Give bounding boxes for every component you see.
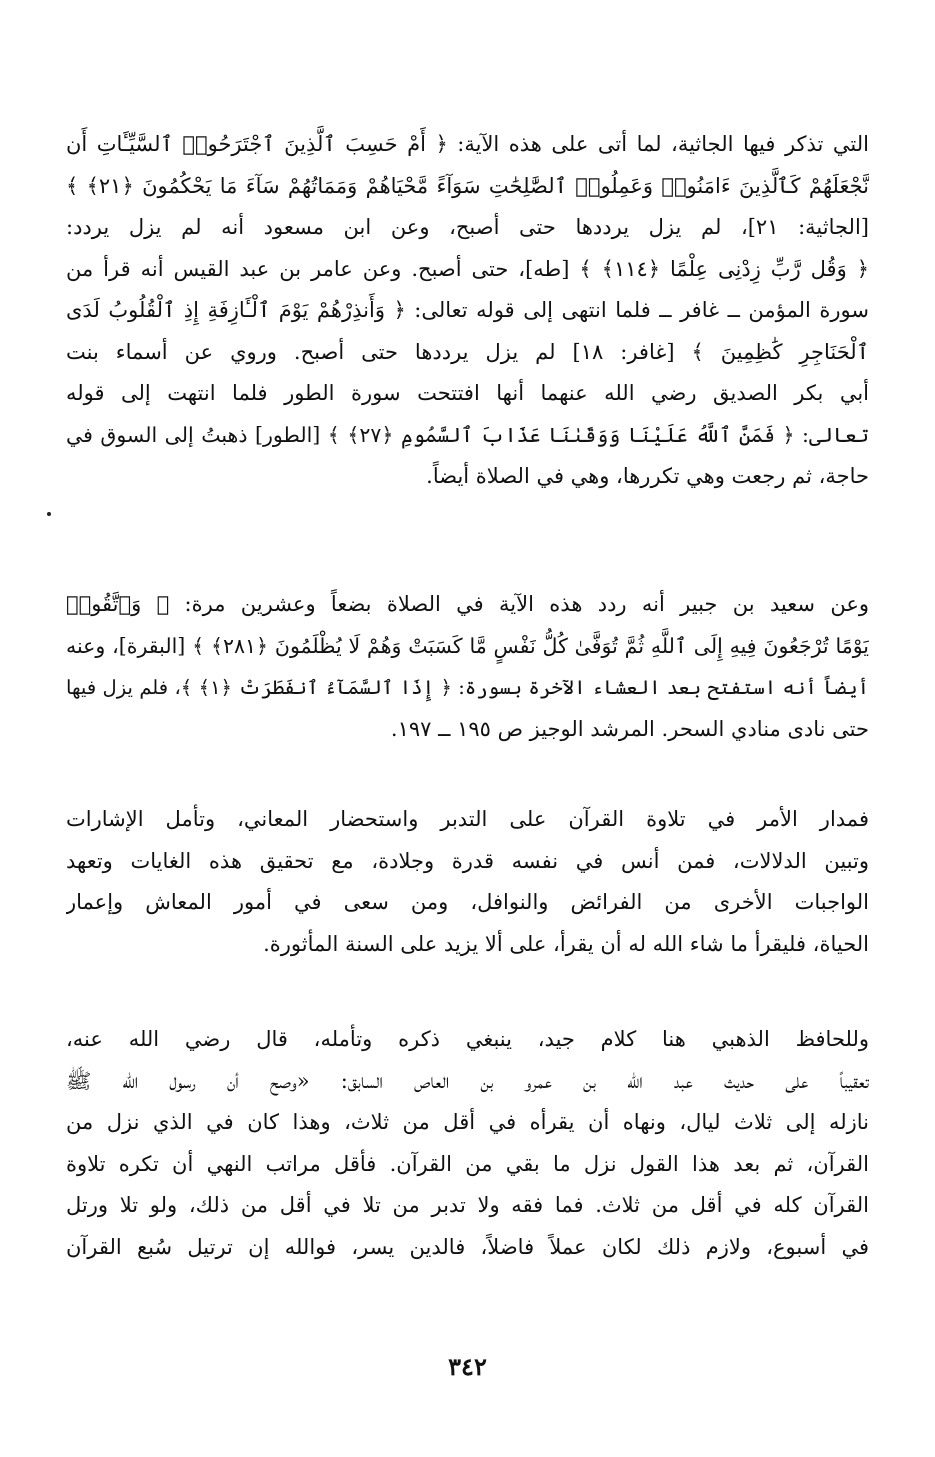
text-line: ٱلْحَنَاجِرِ كَٰظِمِينَ ﴾ [غافر: ١٨] لم يزل يرددها حتى أصبح. وروي عن أسماء بنت [66,339,869,364]
text-line: الواجبات الأخرى من الفرائض والنوافل، ومن سعى في أمور المعاش وإعمار [66,890,869,914]
text-line: سورة المؤمن ــ غافر ــ فلما انتهى إلى قوله تعالى: ﴿ وَأَنذِرْهُمْ يَوْمَ ٱلْـَٔازِفَةِ إِذِ ٱلْقُلُوبُ لَدَى [66,298,869,322]
text-line: نَّجْعَلَهُمْ كَٱلَّذِينَ ءَامَنُوا۟ وَعَمِلُوا۟ ٱلصَّٰلِحَٰتِ سَوَآءً مَّحْيَاهُمْ وَمَمَاتُهُمْ سَآءَ مَا يَحْكُمُونَ ﴿٢١﴾ ﴾ [66,173,869,198]
paragraph-3 [66,799,869,965]
print-speck [47,512,51,516]
text-line: القرآن كله في أقل من ثلاث. فما فقه ولا تدبر من تلا في أقل من ذلك، ولو تلا ورتل [66,1193,869,1217]
text-line: نازله إلى ثلاث ليال، ونهاه أن يقرأه في أقل من ثلاث، وهذا كان في الذي نزل من [66,1110,869,1134]
text-line: [الجاثية: ٢١]، لم يزل يرددها حتى أصبح، وعن ابن مسعود أنه لم يزل يردد: [66,215,869,239]
text-line: حتى نادى منادي السحر. المرشد الوجيز ص ١٩٥ ــ ١٩٧. [390,716,869,741]
paragraph-4 [66,1019,869,1268]
text-line: حاجة، ثم رجعت وهي تكررها، وهي في الصلاة أيضاً. [426,464,869,488]
paragraph-1 [66,124,869,498]
text-line: أيضاً أنه استفتح بعد العشاء الآخرة بسورة: ﴿ إِذَا ٱلسَّمَآءُ ٱنفَطَرَتْ ﴿١﴾ ﴾، فلم يزل فيها [66,676,869,699]
paragraph-2 [66,584,869,750]
text-line: وتبين الدلالات، فمن أنس في نفسه قدرة وجلادة، مع تحقيق هذه الغايات وتعهد [66,848,869,873]
text-line: يَوْمًا تُرْجَعُونَ فِيهِ إِلَى ٱللَّهِ ثُمَّ تُوَفَّىٰ كُلُّ نَفْسٍ مَّا كَسَبَتْ وَهُمْ لَا يُظْلَمُونَ ﴿٢٨١﴾ ﴾ [البقرة]، وعنه [66,633,869,658]
text-line: ﴿ وَقُل رَّبِّ زِدْنِى عِلْمًا ﴿١١٤﴾ ﴾ [طه]، حتى أصبح. وعن عامر بن عبد القيس أنه قرأ من [66,256,869,281]
text-line: تعالى: ﴿ فَمَنَّ ٱللَّهُ عَلَيْنَا وَوَقَىٰنَا عَذَابَ ٱلسَّمُومِ ﴿٢٧﴾ ﴾ [الطور] ذهبتُ إلى السوق في [66,422,869,447]
text-line: الحياة، فليقرأ ما شاء الله له أن يقرأ، على ألا يزيد على السنة المأثورة. [263,931,869,956]
text-line: تعقيباً على حديث عبد الله بن عمرو بن العاص السابق: «وصح أن رسول الله ﷺ [66,1068,869,1093]
text-line: وعن سعيد بن جبير أنه ردد هذه الآية في الصلاة بضعاً وعشرين مرة: ﴿ وَٱتَّقُوا۟ [66,592,869,616]
text-line: التي تذكر فيها الجاثية، لما أتى على هذه الآية: ﴿ أَمْ حَسِبَ ٱلَّذِينَ ٱجْتَرَحُوا۟ ٱلسَّيِّـَٔاتِ أَن [66,132,869,156]
text-line: فمدار الأمر في تلاوة القرآن على التدبر واستحضار المعاني، وتأمل الإشارات [66,807,869,831]
text-line: القرآن، ثم بعد هذا القول نزل ما بقي من القرآن. فأقل مراتب النهي أن تكره تلاوة [66,1151,869,1176]
page-number: ٣٤٢ [448,1352,487,1381]
text-line: في أسبوع، ولازم ذلك لكان عملاً فاضلاً، فالدين يسر، فوالله إن ترتيل سُبع القرآن [66,1234,869,1259]
text-line: أبي بكر الصديق رضي الله عنهما أنها افتتحت سورة الطور فلما انتهت إلى قوله [66,381,869,405]
text-line: وللحافظ الذهبي هنا كلام جيد، ينبغي ذكره وتأمله، قال رضي الله عنه، [66,1027,869,1051]
